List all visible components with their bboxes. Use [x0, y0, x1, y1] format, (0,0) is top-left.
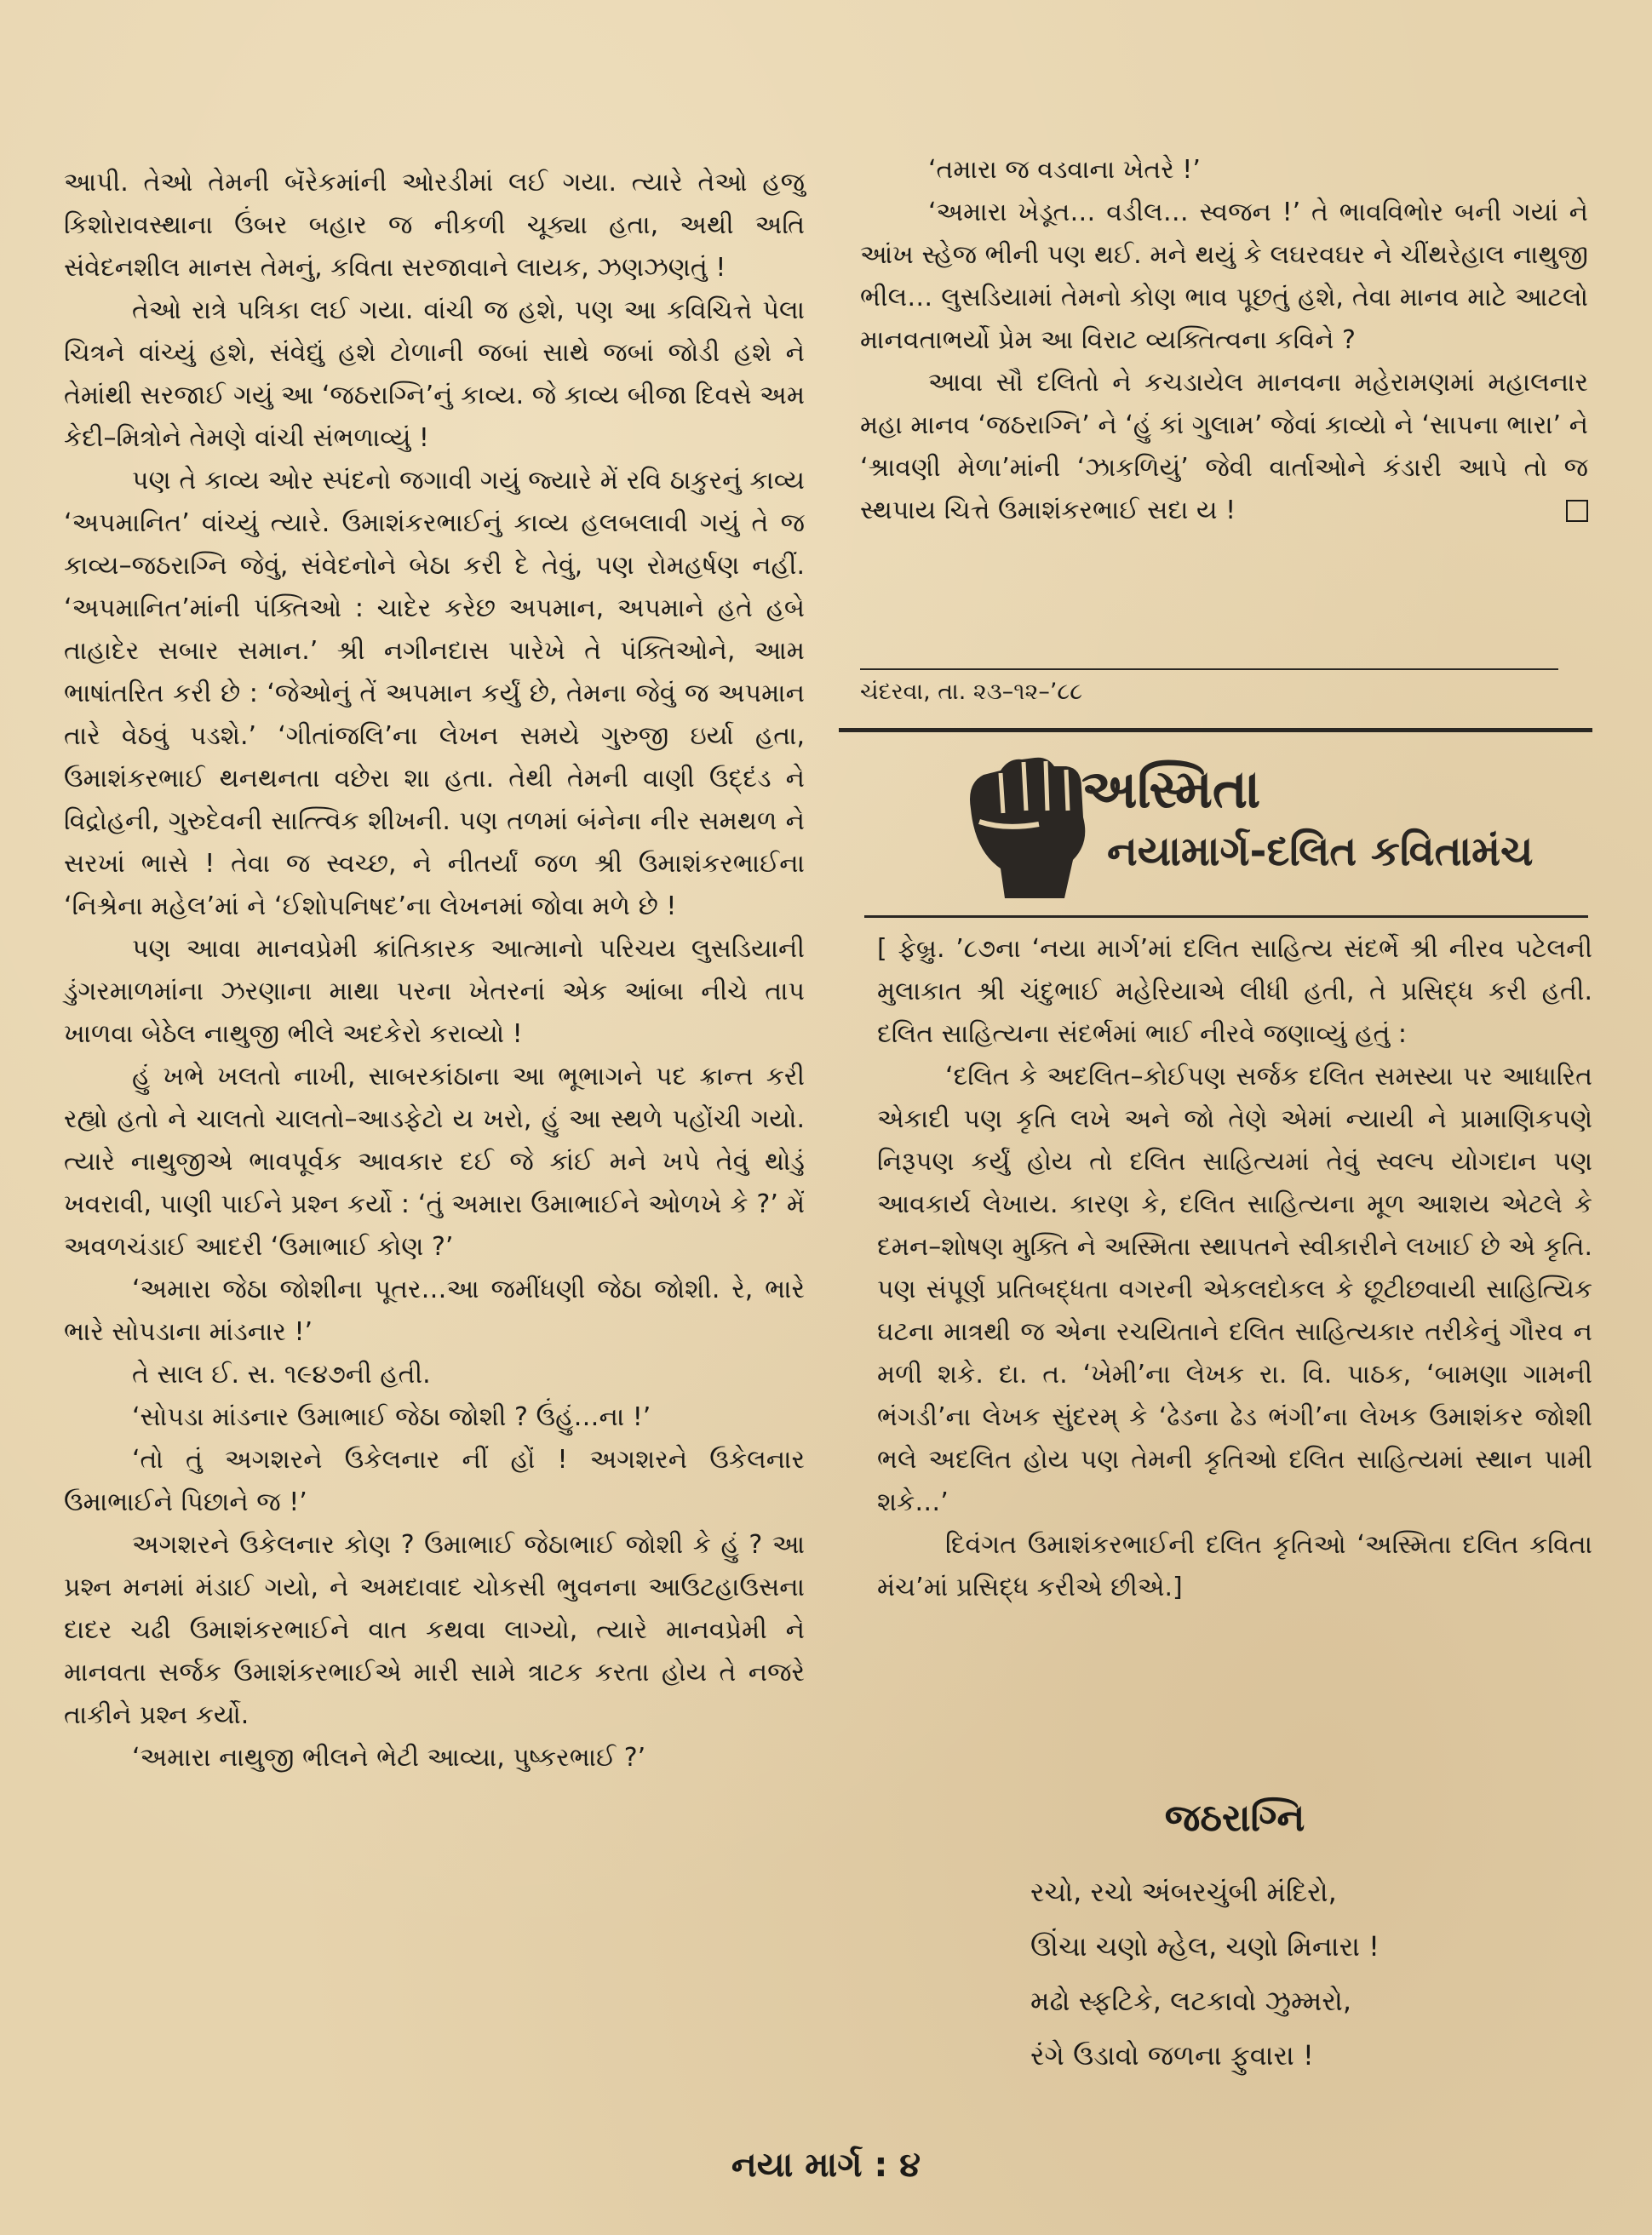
paragraph: ‘દલિત કે અદલિત–કોઈપણ સર્જક દલિત સમસ્યા પર આધારિત એકાદી પણ કૃતિ લખે અને જો તેણે એમાં ન્યાયી ને પ્રામાણિકપણે નિરૂપણ કર્યું હોય તો દલિત સાહિત્યમાં તેવું સ્વલ્પ યોગદાન પણ આવકાર્ય લેખાય. કારણ કે, દલિત સાહિત્યના મૂળ આશય એટલે કે દમન–શોષણ મુક્તિ ને અસ્મિતા સ્થાપતને સ્વીકારીને લખાઈ છે એ કૃતિ. પણ સંપૂર્ણ પ્રતિબદ્ધતા વગરની એકલદોકલ કે છૂટીછવાયી સાહિત્યિક ઘટના માત્રથી જ એના રચયિતાને દલિત સાહિત્યકાર તરીકેનું ગૌરવ ન મળી શકે. દા. ત. ‘ખેમી’ના લેખક રા. વિ. પાઠક, ‘બામણા ગામની ભંગડી’ના લેખક સુંદરમ્ કે ‘ઢેડના ઢેડ ભંગી’ના લેખક ઉમાશંકર જોશી ભલે અદલિત હોય પણ તેમની કૃતિઓ દલિત સાહિત્યમાં સ્થાન પામી શકે…’	[877, 1062, 1592, 1517]
left-column	[64, 162, 805, 1779]
poem	[1030, 1865, 1592, 2083]
paragraph: ‘અમારા ખેડૂત… વડીલ… સ્વજન !’ તે ભાવવિભોર બની ગયાં ને આંખ સ્હેજ ભીની પણ થઈ. મને થયું કે લઘરવઘર ને ચીંથરેહાલ નાથુજી ભીલ… લુસડિયામાં તેમનો કોણ ભાવ પૂછતું હશે, તેવા માનવ માટે આટલો માનવતાભર્યો પ્રેમ આ વિરાટ વ્યક્તિત્વના કવિને ?	[860, 198, 1588, 355]
paragraph: ‘તો તું અગશરને ઉકેલનાર નીં હોં ! અગશરને ઉકેલનાર ઉમાભાઈને પિછાને જ !’	[64, 1445, 805, 1517]
poem-line: રચો, રચો અંબરચુંબી મંદિરો,	[1030, 1876, 1337, 1908]
poem-line: રંગે ઉડાવો જળના ફુવારા !	[1030, 2039, 1314, 2072]
paragraph: ‘સોપડા માંડનાર ઉમાભાઈ જેઠા જોશી ? ઉંહું…ના !’	[132, 1402, 651, 1432]
paragraph: અગશરને ઉકેલનાર કોણ ? ઉમાભાઈ જેઠાભાઈ જોશી કે હું ? આ પ્રશ્ન મનમાં મંડાઈ ગયો, ને અમદાવાદ ચોકસી ભુવનના આઉટહાઉસના દાદર ચઢી ઉમાશંકરભાઈને વાત કથવા લાગ્યો, ત્યારે માનવપ્રેમી ને માનવતા સર્જક ઉમાશંકરભાઈએ મારી સામે ત્રાટક કરતા હોય તે નજરે તાકીને પ્રશ્ન કર્યો.	[64, 1530, 805, 1730]
raised-fist-icon	[954, 749, 1098, 907]
source-line: ચંદરવા, તા. ૨૩–૧૨–’૮૮	[860, 668, 1558, 706]
paragraph: પણ આવા માનવપ્રેમી ક્રાંતિકારક આત્માનો પરિચય લુસડિયાની ડુંગરમાળમાંના ઝરણાના માથા પરના ખેતરનાં એક આંબા નીચે તાપ ખાળવા બેઠેલ નાથુજી ભીલે અદકેરો કરાવ્યો !	[64, 934, 805, 1049]
divider	[864, 915, 1588, 918]
page-footer: નયા માર્ગ : ૪	[731, 2146, 921, 2185]
paragraph: દિવંગત ઉમાશંકરભાઈની દલિત કૃતિઓ ‘અસ્મિતા દલિત કવિતા મંચ’માં પ્રસિદ્ધ કરીએ છીએ.]	[877, 1530, 1592, 1602]
poem-title: જઠરાગ્નિ	[1164, 1797, 1305, 1840]
paragraph-text: આવા સૌ દલિતો ને કચડાયેલ માનવના મહેરામણમાં મહાલનાર મહા માનવ ‘જઠરાગ્નિ’ ને ‘હું કાં ગુલામ’ જેવાં કાવ્યો ને ‘સાપના ભારા’ ને ‘શ્રાવણી મેળા’માંની ‘ઝાકળિયું’ જેવી વાર્તાઓને કંડારી આપે તો જ સ્થપાય ચિત્તે ઉમાશંકરભાઈ સદા ય !	[860, 368, 1588, 525]
paragraph: [ ફેબ્રુ. ’૮૭ના ‘નયા માર્ગ’માં દલિત સાહિત્ય સંદર્ભે શ્રી નીરવ પટેલની મુલાકાત શ્રી ચંદુભાઈ મહેરિયાએ લીધી હતી, તે પ્રસિદ્ધ કરી હતી. દલિત સાહિત્યના સંદર્ભમાં ભાઈ નીરવે જણાવ્યું હતું :	[877, 934, 1592, 1049]
asmita-logo	[954, 749, 1567, 907]
paragraph: આપી. તેઓ તેમની બૅરેકમાંની ઓરડીમાં લઈ ગયા. ત્યારે તેઓ હજુ કિશોરાવસ્થાના ઉંબર બહાર જ નીકળી ચૂક્યા હતા, અથી અતિ સંવેદનશીલ માનસ તેમનું, કવિતા સરજાવાને લાયક, ઝણઝણતું !	[64, 168, 805, 283]
logo-subtitle: નયામાર્ગ-દલિત કવિતામંચ	[1107, 828, 1534, 875]
paragraph: ‘અમારા જેઠા જોશીના પૂતર…આ જમીંધણી જેઠા જોશી. રે, ભારે ભારે સોપડાના માંડનાર !’	[64, 1275, 805, 1347]
poem-line: મઢો સ્ફટિકે, લટકાવો ઝુમ્મરો,	[1030, 1985, 1352, 2017]
poem-line: ઊંચા ચણો મ્હેલ, ચણો મિનારા !	[1030, 1930, 1380, 1963]
paragraph: ‘અમારા નાથુજી ભીલને ભેટી આવ્યા, પુષ્કરભાઈ ?’	[132, 1743, 646, 1773]
right-column-top	[860, 149, 1588, 532]
logo-title: અસ્મિતા	[1081, 758, 1261, 820]
paragraph: તે સાલ ઈ. સ. ૧૯૪૭ની હતી.	[132, 1360, 431, 1390]
paragraph	[860, 362, 1588, 532]
divider	[839, 728, 1592, 732]
paragraph: પણ તે કાવ્ય ઓર સ્પંદનો જગાવી ગયું જ્યારે મેં રવિ ઠાકુરનું કાવ્ય ‘અપમાનિત’ વાંચ્યું ત્યારે. ઉમાશંકરભાઈનું કાવ્ય હલબલાવી ગયું તે જ કાવ્ય–જઠરાગ્નિ જેવું, સંવેદનોને બેઠા કરી દે તેવું, પણ રોમહર્ષણ નહીં. ‘અપમાનિત’માંની પંક્તિઓ : ચાદેર કરેછ અપમાન, અપમાને હતે હબે તાહાદેર સબાર સમાન.’ શ્રી નગીનદાસ પારેખે તે પંક્તિઓને, આમ ભાષાંતરિત કરી છે : ‘જેઓનું તેં અપમાન કર્યું છે, તેમના જેવું જ અપમાન તારે વેઠવું પડશે.’ ‘ગીતાંજલિ’ના લેખન સમયે ગુરુજી ઇર્યા હતા, ઉમાશંકરભાઈ થનથનતા વછેરા શા હતા. તેથી તેમની વાણી ઉદ્દંડ ને વિદ્રોહની, ગુરુદેવની સાત્ત્વિક શીખની. પણ તળમાં બંનેના નીર સમથળ ને સરખાં ભાસે ! તેવા જ સ્વચ્છ, ને નીતર્યાં જળ શ્રી ઉમાશંકરભાઈના ‘નિશ્રેના મહેલ’માં ને ‘ઈશોપનિષદ’ના લેખનમાં જોવા મળે છે !	[64, 466, 805, 921]
right-column-bottom	[877, 928, 1592, 1609]
paragraph: હું ખભે ખલતો નાખી, સાબરકાંઠાના આ ભૂભાગને પદ ક્રાન્ત કરી રહ્યો હતો ને ચાલતો ચાલતો–આડફેટો ય ખરો, હું આ સ્થળે પહોંચી ગયો. ત્યારે નાથુજીએ ભાવપૂર્વક આવકાર દઈ જે કાંઈ મને ખપે તેવું થોડું ખવરાવી, પાણી પાઈને પ્રશ્ન કર્યો : ‘તું અમારા ઉમાભાઈને ઓળખે કે ?’ મેં અવળચંડાઈ આદરી ‘ઉમાભાઈ કોણ ?’	[64, 1062, 805, 1262]
paragraph: ‘તમારા જ વડવાના ખેતરે !’	[928, 155, 1201, 185]
end-square-icon	[1566, 500, 1588, 522]
paragraph: તેઓ રાત્રે પત્રિકા લઈ ગયા. વાંચી જ હશે, પણ આ કવિચિત્તે પેલા ચિત્રને વાંચ્યું હશે, સંવેદ્યું હશે ટોળાની જબાં સાથે જબાં જોડી હશે ને તેમાંથી સરજાઈ ગયું આ ‘જઠરાગ્નિ’નું કાવ્ય. જે કાવ્ય બીજા દિવસે અમ કેદી–મિત્રોને તેમણે વાંચી સંભળાવ્યું !	[64, 295, 805, 453]
